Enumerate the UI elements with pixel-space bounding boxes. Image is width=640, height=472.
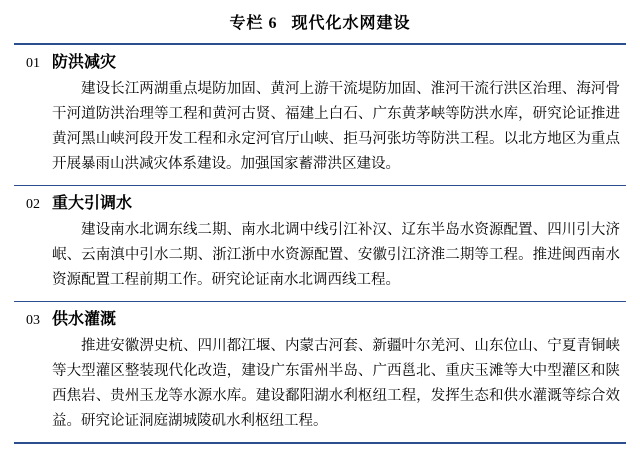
row-text: 建设长江两湖重点堤防加固、黄河上游干流堤防加固、淮河干流行洪区治理、海河骨干河道防洪治理等工程和黄河古贤、福建上白石、广东黄茅峡等防洪水库，研究论证推进黄河黑山峡河段开发工程和永定河官厅山峡、拒马河张坊等防洪工程。以北方地区为重点开展暴雨山洪减灾体系建设。加强国家蓄滞洪区建设。 bbox=[52, 81, 620, 172]
row-number: 01 bbox=[26, 56, 40, 71]
row-text: 建设南水北调东线二期、南水北调中线引江补汉、辽东半岛水资源配置、四川引大济岷、云南滇中引水二期、浙江浙中水资源配置、安徽引江济淮二期等工程。推进闽西南水资源配置工程前期工作。研究论证南水北调西线工程。 bbox=[52, 222, 620, 288]
content-table bbox=[14, 43, 626, 444]
row-heading: 重大引调水 bbox=[52, 195, 133, 212]
page-title bbox=[0, 0, 640, 43]
row-heading: 防洪减灾 bbox=[52, 54, 117, 71]
box-number: 专栏 6 bbox=[229, 15, 278, 32]
row-body bbox=[52, 308, 626, 434]
row-body bbox=[52, 51, 626, 177]
row-body bbox=[52, 192, 626, 293]
table-row bbox=[14, 302, 626, 442]
table-row bbox=[14, 186, 626, 302]
row-number: 02 bbox=[26, 197, 40, 212]
box-name: 现代化水网建设 bbox=[291, 15, 411, 32]
table-row bbox=[14, 45, 626, 186]
row-text: 推进安徽淠史杭、四川都江堰、内蒙古河套、新疆叶尔羌河、山东位山、宁夏青铜峡等大型灌区整装现代化改造，建设广东雷州半岛、广西邕北、重庆玉滩等大中型灌区和陕西焦岩、贵州玉龙等水源水库。建设鄱阳湖水利枢纽工程，发挥生态和供水灌溉等综合效益。研究论证洞庭湖城陵矶水利枢纽工程。 bbox=[52, 338, 620, 429]
row-heading: 供水灌溉 bbox=[52, 311, 117, 328]
row-number: 03 bbox=[26, 313, 40, 328]
